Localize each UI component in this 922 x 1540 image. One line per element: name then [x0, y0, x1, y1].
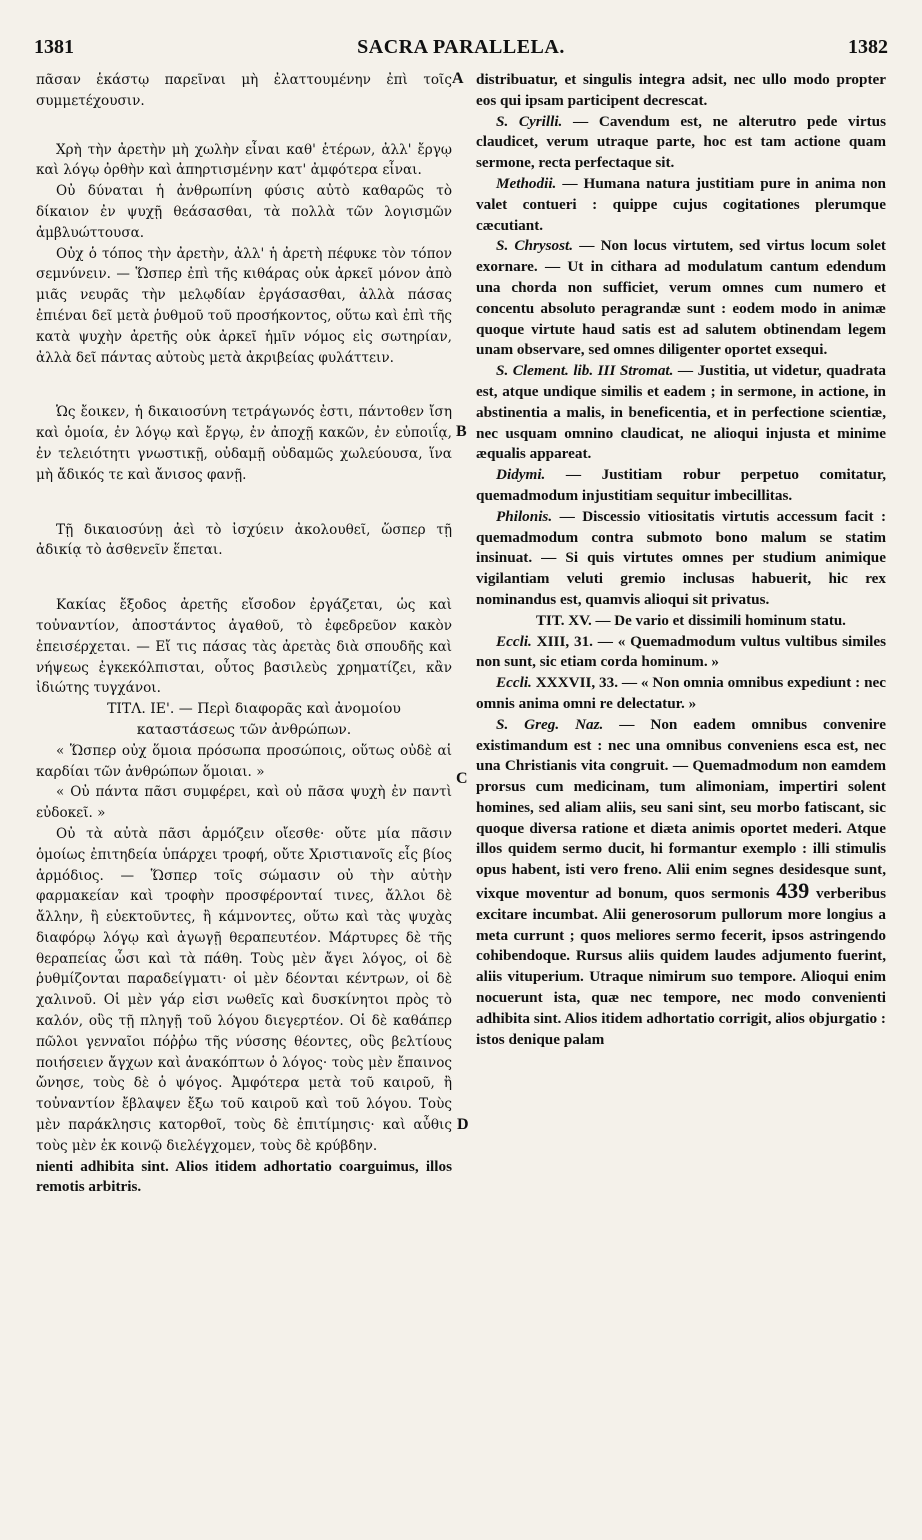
section-marker-d: D	[457, 1116, 469, 1133]
latin-paragraph: Philonis. — Discessio vitiositatis virtutis accessum facit : quemadmodum contra submoto bono malum se statim insinuat. — Si quis virtutes omnes per studium animique vigilantiam veluti gremio inclusas habuerit, hic rex nominandus est, quamvis alioqui sit privatus.	[476, 507, 886, 608]
latin-paragraph: S. Chrysost. — Non locus virtutem, sed virtus locum solet exornare. — Ut in cithara ad modulatum cantum edendum una chorda non sufficiet, verum omnes cum numero et concentu absoluto peragrandæ sunt : eodem modo in animæ quoque virtute haud satis est ad salutem obtinendam legem unam observare, sed omnes diligenter oportet exsequi.	[476, 237, 886, 359]
source-label: Eccli.	[496, 632, 532, 650]
greek-paragraph: Χρὴ τὴν ἀρετὴν μὴ χωλὴν εἶναι καθ' ἑτέρων, ἀλλ' ἔργῳ καὶ λόγῳ ὀρθὴν καὶ ἀπηρτισμένην κατ' ἀμφότερα εἶναι.	[36, 141, 452, 179]
greek-title: ΤΙΤΛ. ΙΕ'. — Περὶ διαφορᾶς καὶ ἀνομοίου καταστάσεως τῶν ἀνθρώπων.	[107, 701, 401, 738]
greek-paragraph: πᾶσαν ἑκάστῳ παρεῖναι μὴ ἐλαττουμένην ἐπὶ τοῖς συμμετέχουσιν.	[36, 72, 452, 109]
latin-paragraph: distribuatur, et singulis integra adsit, nec ullo modo propter eos qui ipsam participent decrescat.	[476, 71, 886, 109]
source-label: S. Greg. Naz.	[496, 715, 604, 733]
greek-paragraph: Ὡς ἔοικεν, ἡ δικαιοσύνη τετράγωνός ἐστι, πάντοθεν ἴση καὶ ὁμοία, ἐν λόγῳ καὶ ἔργῳ, ἐν ἀποχῇ κακῶν, ἐν εὐποιΐᾳ, ἐν τελειότητι γνωστικῇ, οὐδαμῇ οὐδαμῶς χωλεύουσα, ἵνα μὴ ἄδικός τε καὶ ἄνισος φανῇ.	[36, 404, 452, 483]
source-label: Eccli.	[496, 674, 532, 692]
latin-paragraph: S. Clement. lib. III Stromat. — Justitia, ut videtur, quadrata est, atque undique similis et eadem ; in sermone, in actione, in abstinentia a malis, in beneficentia, et in perfectione scientiæ, nec usquam omnino claudicat, ne alioqui injusta et minime æqualis appareat.	[476, 362, 886, 463]
greek-column	[36, 70, 452, 1528]
section-marker-c: C	[456, 770, 468, 787]
greek-quote: « Οὐ πάντα πᾶσι συμφέρει, καὶ οὐ πᾶσα ψυχὴ ἐν παντὶ εὐδοκεῖ. »	[36, 784, 452, 822]
page-number-right: 1382	[848, 36, 888, 58]
column-number: 439	[776, 878, 810, 904]
section-marker-a: A	[452, 70, 464, 87]
greek-paragraph: Οὐχ ὁ τόπος τὴν ἀρετὴν, ἀλλ' ἡ ἀρετὴ πέφυκε τὸν τόπον σεμνύνειν. — Ὥσπερ ἐπὶ τῆς κιθάρας οὐκ ἀρκεῖ μόνον ἀπὸ μιᾶς νευρᾶς τὴν μελῳδίαν ἐργάσασθαι, ἀλλὰ πάσας ἐπιέναι δεῖ μετὰ ῥυθμοῦ τοῦ προσήκοντος, οὕτω καὶ ἐπὶ τῆς κατὰ ψυχὴν ἀρετῆς οὐκ ἀρκεῖ ἡμῖν νόμος εἰς σωτηρίαν, ἀλλὰ δεῖ πάντας αὐτοὺς μετὰ ἀκριβείας φυλάττειν.	[36, 245, 452, 366]
latin-paragraph: S. Cyrilli. — Cavendum est, ne alterutro pede virtus claudicet, verum utraque parte, hoc est tam actione quam sermone, recta perfectaque sit.	[476, 112, 886, 172]
page-header	[34, 36, 888, 66]
latin-paragraph: Didymi. — Justitiam robur perpetuo comitatur, quemadmodum injustitiam sequitur imbecillitas.	[476, 466, 886, 504]
source-label: S. Cyrilli.	[496, 112, 563, 130]
latin-quote: Eccli. XXXVII, 33. — « Non omnia omnibus expediunt : nec omnis anima omni re delectatur. »	[476, 674, 886, 712]
page-number-left: 1381	[34, 36, 74, 58]
greek-paragraph: Κακίας ἔξοδος ἀρετῆς εἴσοδον ἐργάζεται, ὡς καὶ τοὐναντίον, ἀποστάντος ἀγαθοῦ, τὸ ἐφεδρεῦον κακὸν ἐπεισέρχεται. — Εἴ τις πάσας τὰς ἀρετὰς διὰ σπουδῆς καὶ νήψεως ἐγκεκόλπισται, οὗτος βασιλεὺς χρηματίζει, κἂν ἰδιώτης τυγχάνοι.	[36, 597, 452, 697]
latin-paragraph: Methodii. — Humana natura justitiam pure in anima non valet contueri : quippe cujus cogitationes plerumque cæcutiant.	[476, 174, 886, 234]
greek-quote: « Ὥσπερ οὐχ ὅμοια πρόσωπα προσώποις, οὕτως οὐδὲ αἱ καρδίαι τῶν ἀνθρώπων ὅμοιαι. »	[36, 742, 452, 780]
source-label: S. Clement. lib. III Stromat.	[496, 362, 674, 380]
latin-quote: Eccli. XIII, 31. — « Quemadmodum vultus vultibus similes non sunt, sic etiam corda hominum. »	[476, 632, 886, 671]
greek-paragraph: Οὐ δύναται ἡ ἀνθρωπίνη φύσις αὐτὸ καθαρῶς τὸ δίκαιον ἐν ψυχῇ θεάσασθαι, τὰ πολλὰ τῶν λογισμῶν ἀμβλυώττουσα.	[36, 183, 452, 241]
source-label: Methodii.	[496, 174, 557, 192]
section-marker-b: B	[456, 423, 467, 440]
source-label: Didymi.	[496, 466, 546, 484]
source-label: Philonis.	[496, 507, 553, 525]
greek-paragraph: Οὐ τὰ αὐτὰ πᾶσι ἁρμόζειν οἴεσθε· οὔτε μία πᾶσιν ὁμοίως ἐπιτηδεία ὑπάρχει τροφή, οὔτε Χριστιανοῖς εἷς βίος ἁρμόδιος. — Ὥσπερ τοῖς σώμασιν οὐ τὴν αὐτὴν φαρμακείαν καὶ τροφὴν προσφέρονταί τινες, ἄλλοι δὲ ἄλλην, ἢ εὐεκτοῦντες, ἢ κάμνοντες, οὕτω καὶ τὰς ψυχὰς διαφόρῳ λόγῳ καὶ ἀγωγῇ θεραπευτέον. Μάρτυρες δὲ τῆς θεραπείας ὧσι καὶ τὰ πάθη. Τοὺς μὲν ἄγει λόγος, οἱ δὲ ῥυθμίζονται παραδείγματι· οἱ μὲν δέονται κέντρων, οἱ δὲ χαλινοῦ. Οἱ μὲν γάρ εἰσι νωθεῖς καὶ δυσκίνητοι πρὸς τὸ καλόν, οὓς τῇ πληγῇ τοῦ λόγου διεγερτέον. Οἱ δὲ καθάπερ πῶλοι γενναῖοι πόῤῥω τῆς νύσσης θέοντες, οὓς βελτίους ποιήσειεν ἄγχων καὶ ἀνακόπτων ὁ λόγος· τοὺς μὲν ἔπαινος ὤνησε, τοὺς δὲ ὁ ψόγος. Ἀμφότερα μετὰ τοῦ καιροῦ, ἢ τοὐναντίον ἔβλαψεν ἔξω τοῦ καιροῦ καὶ τοῦ λόγου. Τοὺς μὲν παράκλησις κατορθοῖ, τοὺς δὲ ἐπιτίμησις· καὶ αὖθις τοὺς μὲν ἐκ κοινῷ διελέγχομεν, τοὺς δὲ κρύβδην.	[36, 825, 452, 1154]
running-title: SACRA PARALLELA.	[357, 36, 565, 58]
latin-title: TIT. XV. — De vario et dissimili hominum statu.	[536, 612, 846, 629]
latin-tail: nienti adhibita sint. Alios itidem adhortatio coarguimus, illos remotis arbitris.	[36, 1157, 452, 1196]
latin-paragraph: S. Greg. Naz. — Non eadem omnibus convenire existimandum est : nec una omnibus conveniens esca est, nec una Christianis vita congruit. — Quemadmodum non eamdem prorsus cum medicinam, tum alimoniam, impertiri solent homines, sed aliam aliis, seu sani sint, seu morbo fatiscant, sic quoque diversa ratione et diæta animis oportet mederi. Atque illos quidem sermo ducit, hi formantur exemplo : illi stimulis opus habent, isti vero freno. Alii enim segnes desidesque sunt, vixque moventur ad bonum, quos sermonis 439 verberibus excitare incumbat. Alii generosorum pullorum more longius a meta currunt ; quos meliores sermo fecerit, ipsos astringendo cohibendoque. Rursus aliis quidem laudes adjumento fuerint, aliis vituperium. Utraque nimirum suo tempore. Alioqui enim nocuerunt ista, quæ nec tempore, nec modo convenienti adhibita sint. Alios itidem adhortatio corrigit, alios objurgatio : istos denique palam	[476, 715, 886, 1048]
greek-paragraph: Τῇ δικαιοσύνῃ ἀεὶ τὸ ἰσχύειν ἀκολουθεῖ, ὥσπερ τῇ ἀδικίᾳ τὸ ἀσθενεῖν ἕπεται.	[36, 521, 452, 559]
source-label: S. Chrysost.	[496, 237, 574, 255]
latin-column	[476, 70, 886, 1528]
